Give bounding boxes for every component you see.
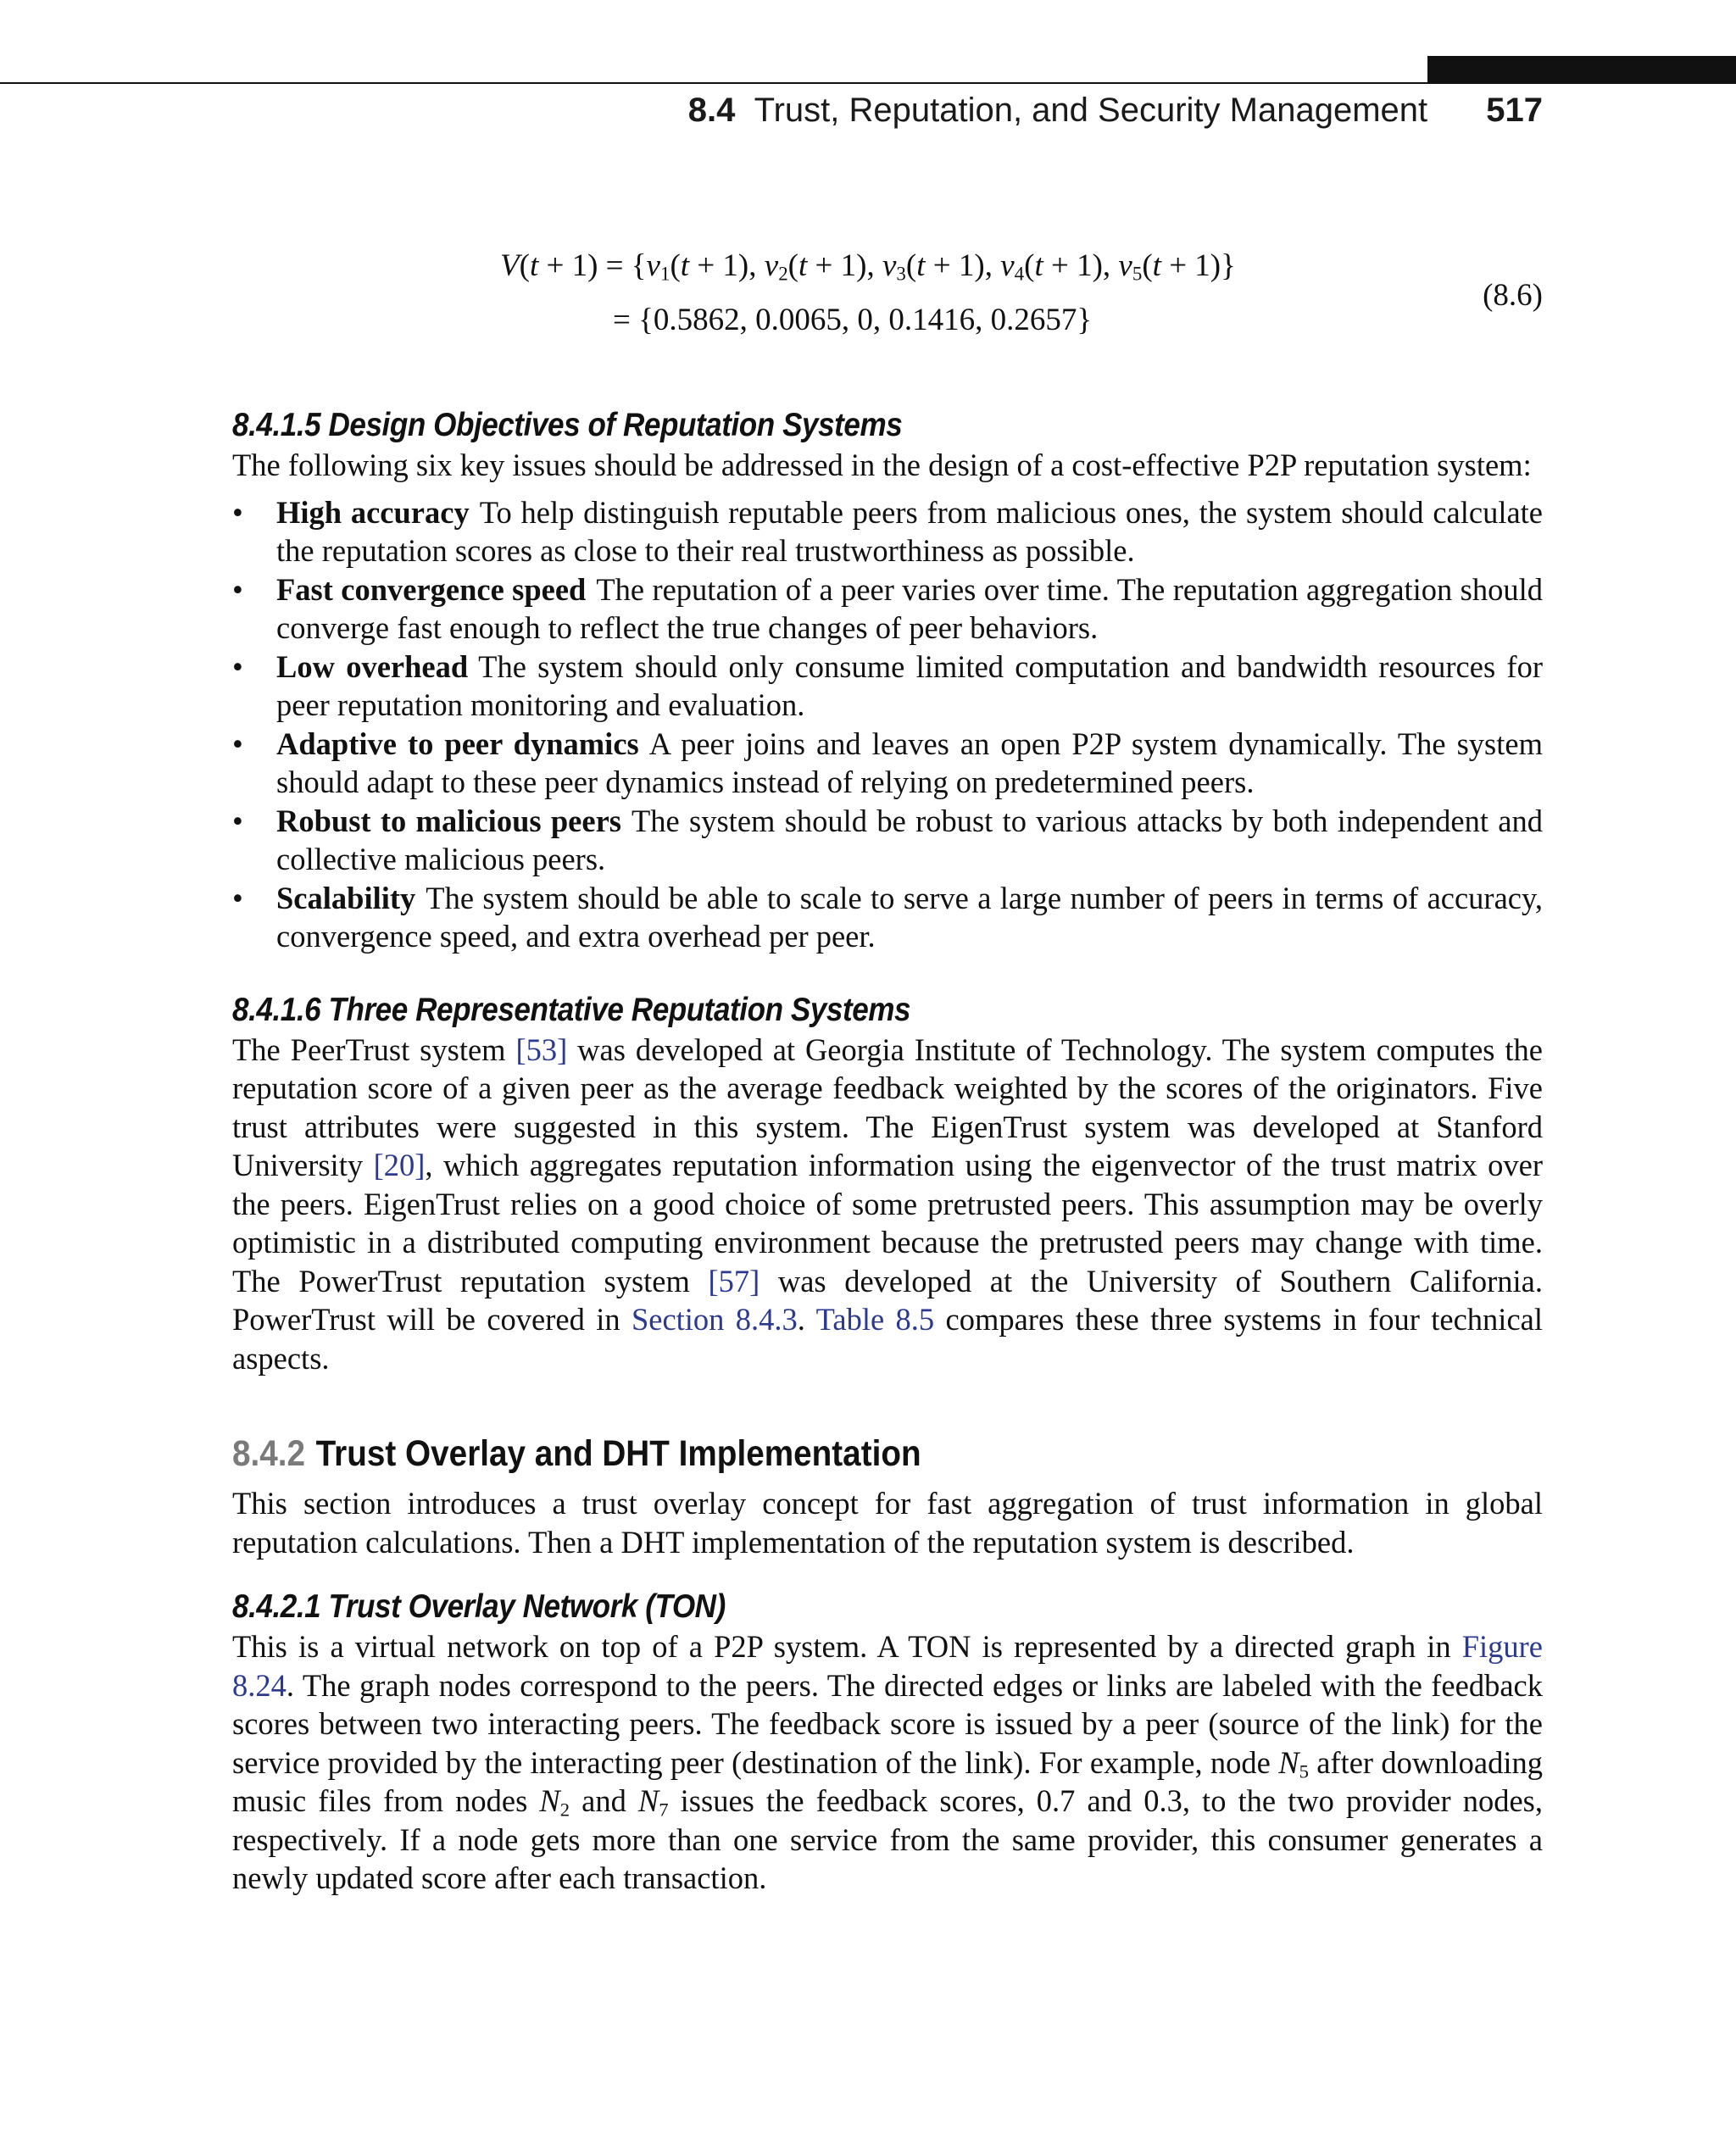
text-run: The PeerTrust system <box>232 1032 516 1067</box>
design-objectives-list <box>232 493 1543 956</box>
text-run: was developed at Georgia Institute of Technology. The system computes the reputation score of a given peer as the average feedback weighted by the scores of the originators. Five trust attributes were suggested in this system. The EigenTrust system was developed at Stanford University <box>232 1032 1543 1182</box>
list-item-term: High accuracy <box>276 494 470 530</box>
list-item <box>232 570 1543 648</box>
citation-link-20[interactable]: [20] <box>373 1148 426 1182</box>
node-subscript: 5 <box>1299 1760 1309 1782</box>
figure-8-24-link[interactable]: Figure 8.24 <box>232 1629 1543 1703</box>
list-item <box>232 879 1543 956</box>
list-item <box>232 493 1543 570</box>
paragraph-8-4-1-5-intro: The following six key issues should be addressed in the design of a cost-effective P2P reputation system: <box>232 448 1532 482</box>
heading-8-4-2 <box>232 1430 1411 1477</box>
node-subscript: 2 <box>559 1799 570 1821</box>
header-black-bar <box>1427 56 1736 82</box>
section-title: Trust Overlay and DHT Implementation <box>315 1433 921 1474</box>
list-item-text: The reputation of a peer varies over time. The reputation aggregation should converge fast enough to reflect the true changes of peer behaviors. <box>276 571 1543 645</box>
list-item-term: Low overhead <box>276 648 469 684</box>
equation-number: (8.6) <box>1483 278 1543 313</box>
heading-8-4-1-5: 8.4.1.5 Design Objectives of Reputation Systems <box>232 407 903 443</box>
page-body <box>232 405 1543 1898</box>
text-run: , which aggregates reputation information using the eigenvector of the trust matrix over the peers. EigenTrust relies on a good choice of some pretrusted peers. This assumption may be overly optimistic in a distributed computing environment because the pretrusted peers may change with time. The PowerTrust reputation system <box>232 1148 1544 1299</box>
text-run: after downloading music files from nodes <box>232 1744 1544 1818</box>
text-run: . <box>797 1302 816 1337</box>
paragraph-8-4-2-1 <box>232 1627 1543 1898</box>
list-item-text: The system should only consume limited computation and bandwidth resources for peer reputation monitoring and evaluation. <box>276 648 1543 722</box>
paragraph-8-4-1-6 <box>232 1031 1543 1378</box>
list-item <box>232 725 1543 802</box>
running-head-title <box>745 92 1428 129</box>
list-item-text: To help distinguish reputable peers from malicious ones, the system should calculate the reputation scores as close to their real trustworthiness as possible. <box>276 494 1544 568</box>
text-run: . The graph nodes correspond to the peers. The directed edges or links are labeled with the feedback scores between two interacting peers. The feedback score is issued by a peer (source of the link) for the service provided by the interacting peer (destination of the link). For example, node <box>232 1667 1543 1780</box>
list-item-term: Fast convergence speed <box>276 571 587 607</box>
equation-line-2: = {0.5862, 0.0065, 0, 0.1416, 0.2657} <box>613 303 1093 337</box>
list-item-term: Scalability <box>276 880 416 915</box>
text-run: was developed at the University of Southern California. PowerTrust will be covered in <box>232 1263 1543 1337</box>
list-item-term: Robust to malicious peers <box>276 803 621 838</box>
table-8-5-link[interactable]: Table 8.5 <box>815 1302 935 1337</box>
header-rule <box>0 82 1736 84</box>
node-symbol: N <box>637 1783 659 1818</box>
running-head <box>688 92 1543 130</box>
equation-8-6 <box>0 247 1736 358</box>
heading-8-4-2-1: 8.4.2.1 Trust Overlay Network (TON) <box>232 1588 726 1625</box>
list-item <box>232 802 1543 879</box>
citation-link-53[interactable]: [53] <box>515 1032 568 1067</box>
running-head-title-text: Trust, Reputation, and Security Management <box>754 92 1428 129</box>
list-item-text: The system should be robust to various attacks by both independent and collective malicious peers. <box>276 803 1543 876</box>
node-symbol: N <box>539 1783 560 1818</box>
list-item <box>232 648 1543 725</box>
paragraph-8-4-2: This section introduces a trust overlay concept for fast aggregation of trust information in global reputation calculations. Then a DHT implementation of the reputation system is described. <box>232 1486 1543 1560</box>
running-head-section-number: 8.4 <box>687 92 736 129</box>
section-8-4-3-link[interactable]: Section 8.4.3 <box>631 1302 798 1337</box>
node-subscript: 7 <box>659 1799 669 1821</box>
section-number: 8.4.2 <box>232 1433 306 1474</box>
list-item-term: Adaptive to peer dynamics <box>276 726 639 761</box>
citation-link-57[interactable]: [57] <box>708 1263 760 1299</box>
text-run: This is a virtual network on top of a P2P system. A TON is represented by a directed graph in <box>232 1629 1462 1664</box>
page-number: 517 <box>1486 92 1543 129</box>
node-symbol: N <box>1278 1744 1299 1780</box>
list-item-text: The system should be able to scale to serve a large number of peers in terms of accuracy, convergence speed, and extra overhead per peer. <box>276 880 1543 954</box>
equation-line-1: $V(t + 1) = \{v_1(t + 1)$, $v_2(t + 1)$, $v_3(t + 1)$, $v_4(t + 1)$, $v_5(t + 1)$} <box>500 248 1236 285</box>
text-run: compares these three systems in four technical aspects. <box>232 1302 1543 1376</box>
text-run: and <box>570 1783 638 1818</box>
heading-8-4-1-6: 8.4.1.6 Three Representative Reputation Systems <box>232 991 911 1028</box>
list-item-text: A peer joins and leaves an open P2P system dynamically. The system should adapt to these peer dynamics instead of relying on predetermined peers. <box>276 726 1543 799</box>
text-run: issues the feedback scores, 0.7 and 0.3, to the two provider nodes, respectively. If a node gets more than one service from the same provider, this consumer generates a newly updated score after each transaction. <box>232 1783 1543 1895</box>
